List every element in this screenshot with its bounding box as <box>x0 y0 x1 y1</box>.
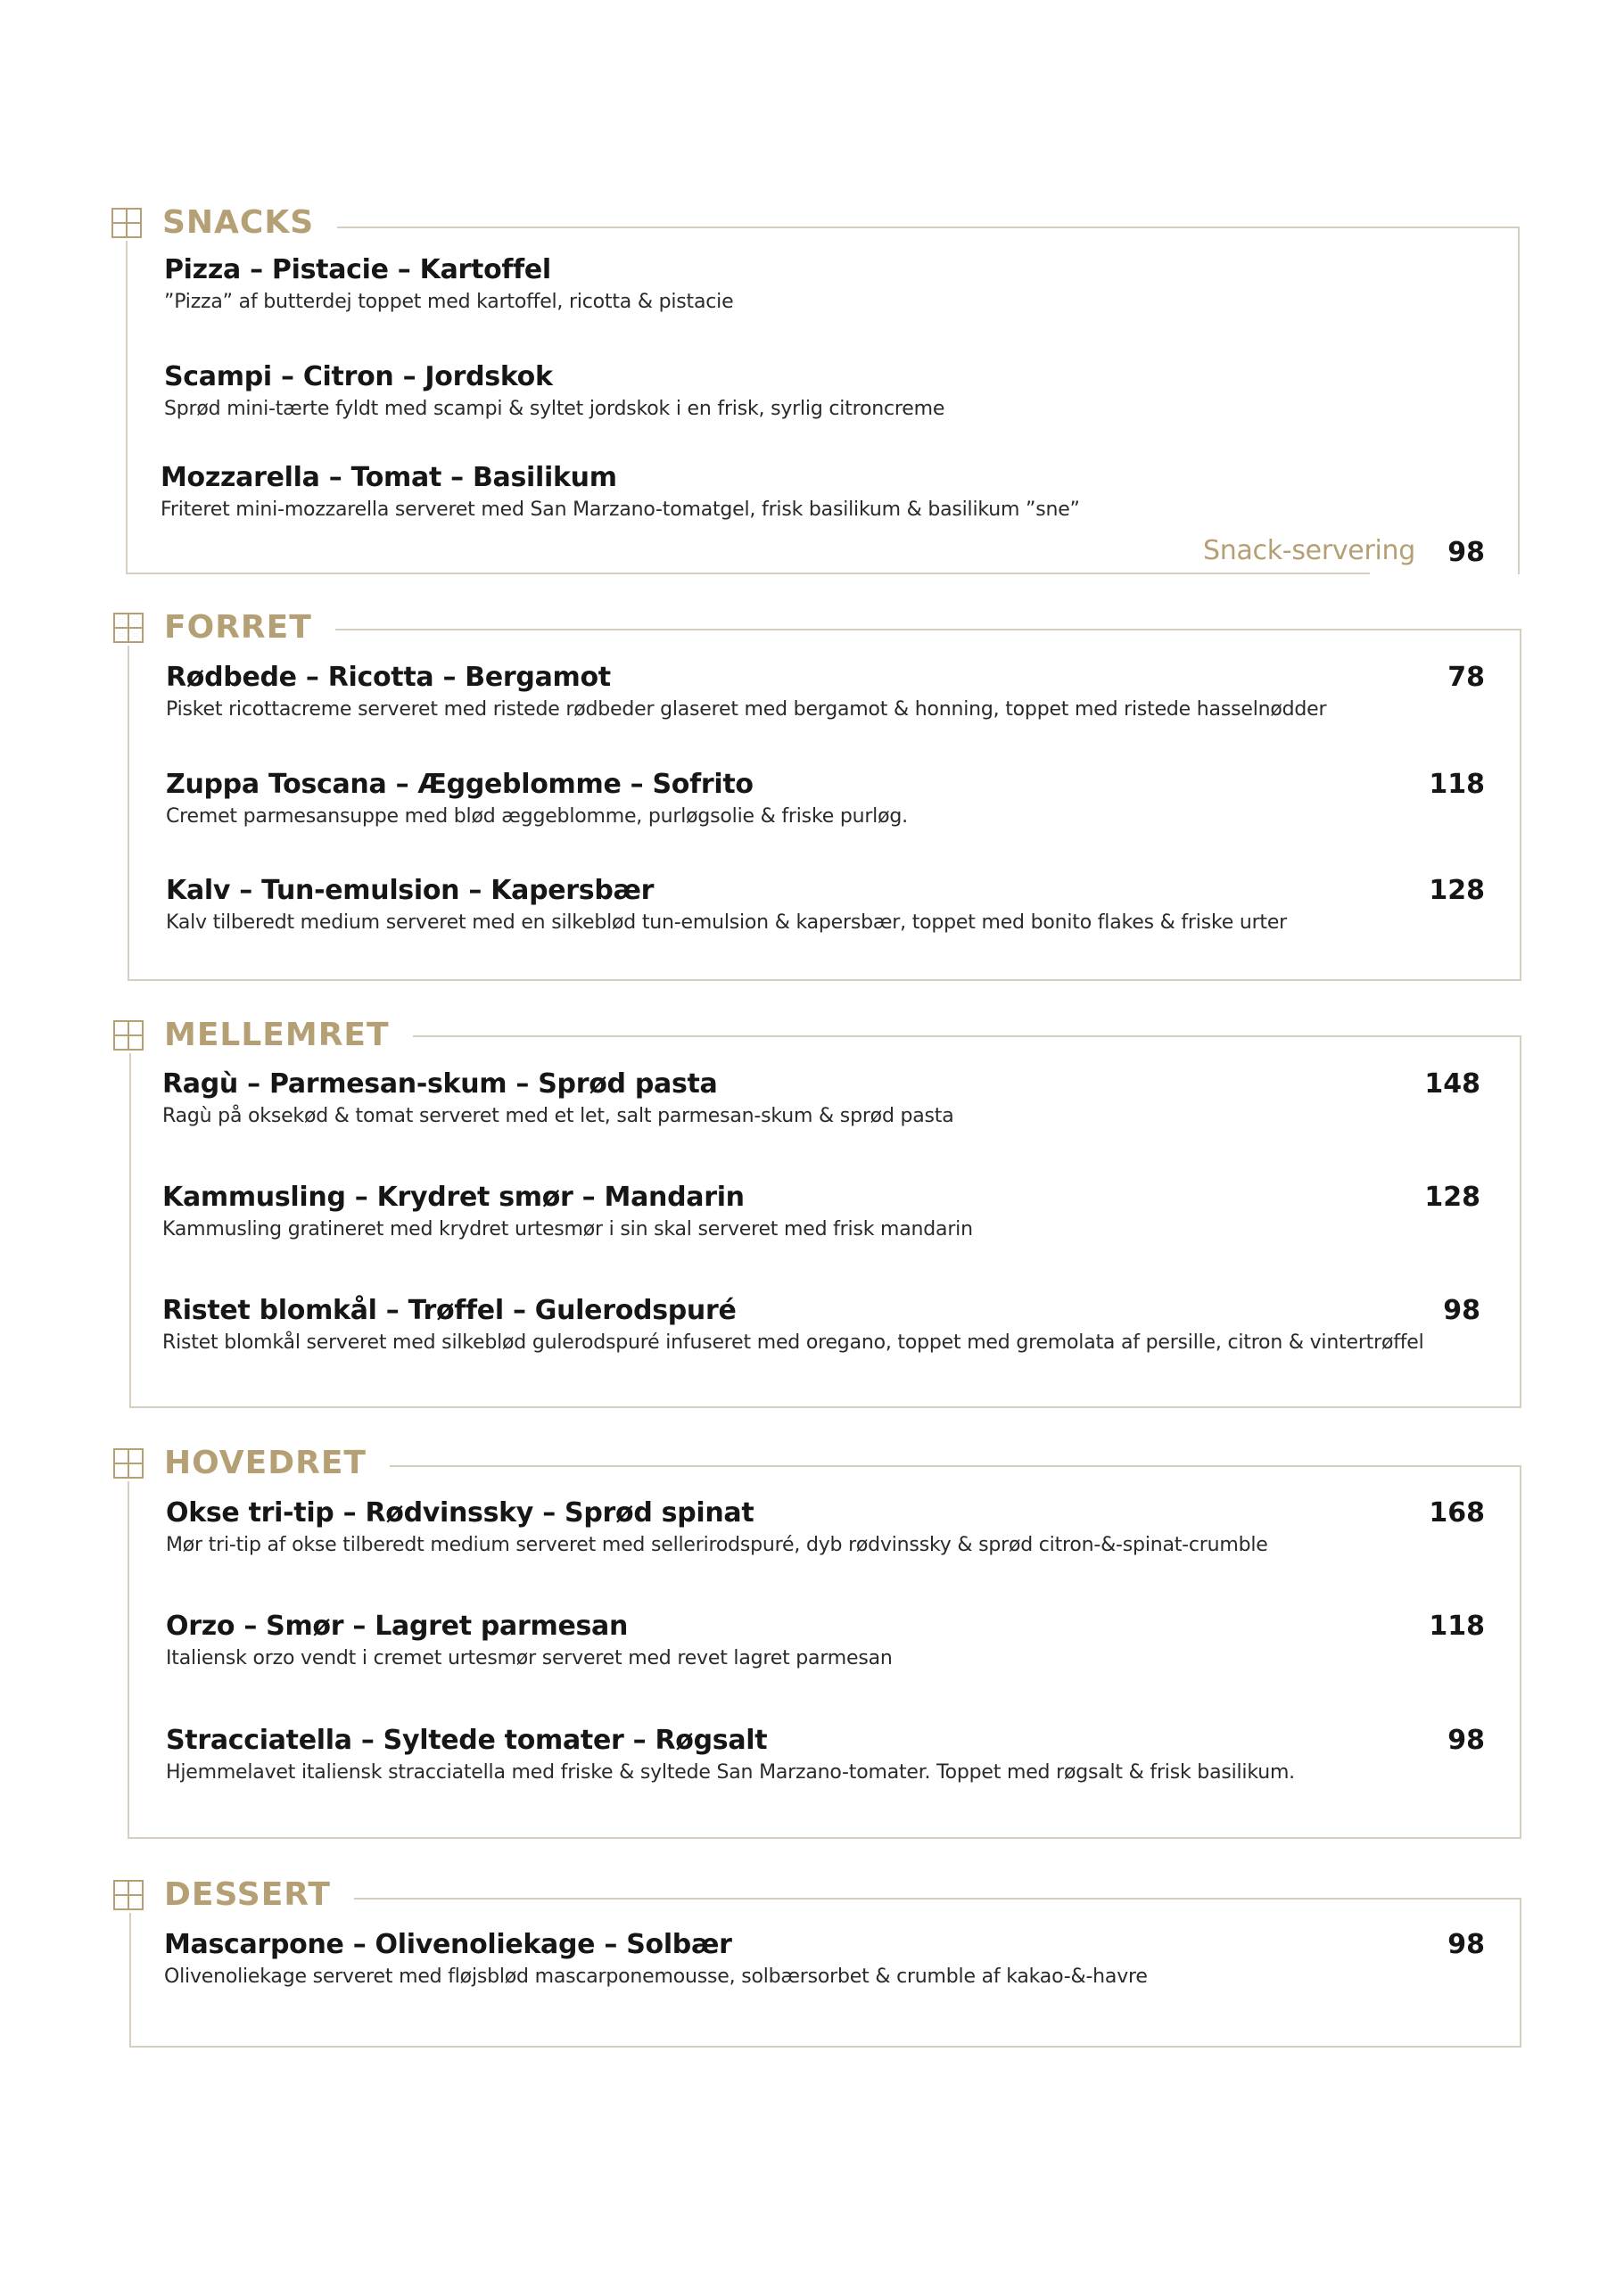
dish-description: Friteret mini-mozzarella serveret med San Marzano-tomatgel, frisk basilikum & basilikum ”sne” <box>161 499 1080 521</box>
dish-title: Orzo – Smør – Lagret parmesan <box>166 1611 629 1642</box>
menu-item <box>166 1497 1268 1556</box>
snack-servering-label: Snack-servering <box>1203 535 1415 566</box>
dish-description: Cremet parmesansuppe med blød æggeblomme, purløgsolie & friske purløg. <box>166 805 908 828</box>
menu-item <box>166 1611 893 1669</box>
grid-icon <box>112 612 144 644</box>
menu-item <box>161 462 1080 521</box>
dish-title: Pizza – Pistacie – Kartoffel <box>164 254 551 285</box>
dish-title: Kammusling – Krydret smør – Mandarin <box>162 1182 745 1213</box>
grid-icon <box>112 1879 144 1911</box>
grid-icon <box>112 1447 144 1479</box>
section-heading: MELLEMRET <box>164 1017 390 1053</box>
dish-title: Zuppa Toscana – Æggeblomme – Sofrito <box>166 769 754 800</box>
grid-icon <box>111 207 143 239</box>
snacks-bottom-line <box>126 573 1370 574</box>
dish-title: Kalv – Tun-emulsion – Kapersbær <box>166 875 655 906</box>
dish-price: 98 <box>1443 1295 1480 1326</box>
dish-title: Okse tri-tip – Rødvinssky – Sprød spinat <box>166 1497 754 1529</box>
snack-servering-price: 98 <box>1447 537 1485 568</box>
menu-item <box>166 769 908 828</box>
dish-description: Mør tri-tip af okse tilberedt medium serveret med sellerirodspuré, dyb rødvinssky & sprød citron-&-spinat-crumble <box>166 1534 1268 1556</box>
menu-item <box>162 1295 1424 1354</box>
section-heading: FORRET <box>164 609 312 646</box>
dish-title: Stracciatella – Syltede tomater – Røgsalt <box>166 1725 768 1756</box>
dish-price: 98 <box>1447 1929 1485 1960</box>
dish-description: Hjemmelavet italiensk stracciatella med friske & syltede San Marzano-tomater. Toppet med røgsalt & frisk basilikum. <box>166 1761 1295 1784</box>
section-heading: DESSERT <box>164 1876 331 1913</box>
dish-description: Pisket ricottacreme serveret med ristede rødbeder glaseret med bergamot & honning, toppet med ristede hasselnødder <box>166 698 1327 721</box>
dish-price: 118 <box>1429 769 1485 800</box>
dish-description: Sprød mini-tærte fyldt med scampi & syltet jordskok i en frisk, syrlig citroncreme <box>164 398 945 420</box>
dish-description: Kalv tilberedt medium serveret med en silkeblød tun-emulsion & kapersbær, toppet med bonito flakes & friske urter <box>166 911 1288 934</box>
grid-icon <box>112 1019 144 1051</box>
section-heading: SNACKS <box>162 204 315 241</box>
dish-price: 118 <box>1429 1611 1485 1642</box>
menu-item <box>166 662 1326 721</box>
dish-price: 128 <box>1429 875 1485 906</box>
dish-description: Italiensk orzo vendt i cremet urtesmør serveret med revet lagret parmesan <box>166 1647 893 1669</box>
dish-description: Kammusling gratineret med krydret urtesmør i sin skal serveret med frisk mandarin <box>162 1218 973 1240</box>
dish-price: 128 <box>1424 1182 1480 1213</box>
menu-item <box>164 361 944 420</box>
dessert-heading <box>112 1876 354 1913</box>
menu-item <box>166 1725 1295 1784</box>
mellemret-heading <box>112 1017 413 1053</box>
dish-title: Rødbede – Ricotta – Bergamot <box>166 662 611 693</box>
dish-description: Ristet blomkål serveret med silkeblød gulerodspuré infuseret med oregano, toppet med gremolata af persille, citron & vintertrøffel <box>162 1331 1424 1354</box>
dish-description: Olivenoliekage serveret med fløjsblød mascarponemousse, solbærsorbet & crumble af kakao-&-havre <box>164 1966 1148 1988</box>
menu-item <box>162 1182 973 1240</box>
dish-title: Ristet blomkål – Trøffel – Gulerodspuré <box>162 1295 737 1326</box>
hovedret-heading <box>112 1445 390 1481</box>
dish-title: Mascarpone – Olivenoliekage – Solbær <box>164 1929 732 1960</box>
menu-item <box>166 875 1287 934</box>
snacks-heading <box>111 204 337 241</box>
dish-title: Mozzarella – Tomat – Basilikum <box>161 462 617 493</box>
dish-title: Ragù – Parmesan-skum – Sprød pasta <box>162 1068 718 1100</box>
section-heading: HOVEDRET <box>164 1445 367 1481</box>
menu-item <box>164 254 733 313</box>
menu-item <box>164 1929 1148 1988</box>
dish-description: Ragù på oksekød & tomat serveret med et let, salt parmesan-skum & sprød pasta <box>162 1105 954 1127</box>
dish-title: Scampi – Citron – Jordskok <box>164 361 553 392</box>
dish-price: 78 <box>1447 662 1485 693</box>
dish-description: ”Pizza” af butterdej toppet med kartoffel, ricotta & pistacie <box>164 291 734 313</box>
dish-price: 168 <box>1429 1497 1485 1529</box>
forret-heading <box>112 609 335 646</box>
menu-item <box>162 1068 954 1127</box>
dish-price: 98 <box>1447 1725 1485 1756</box>
dish-price: 148 <box>1424 1068 1480 1100</box>
